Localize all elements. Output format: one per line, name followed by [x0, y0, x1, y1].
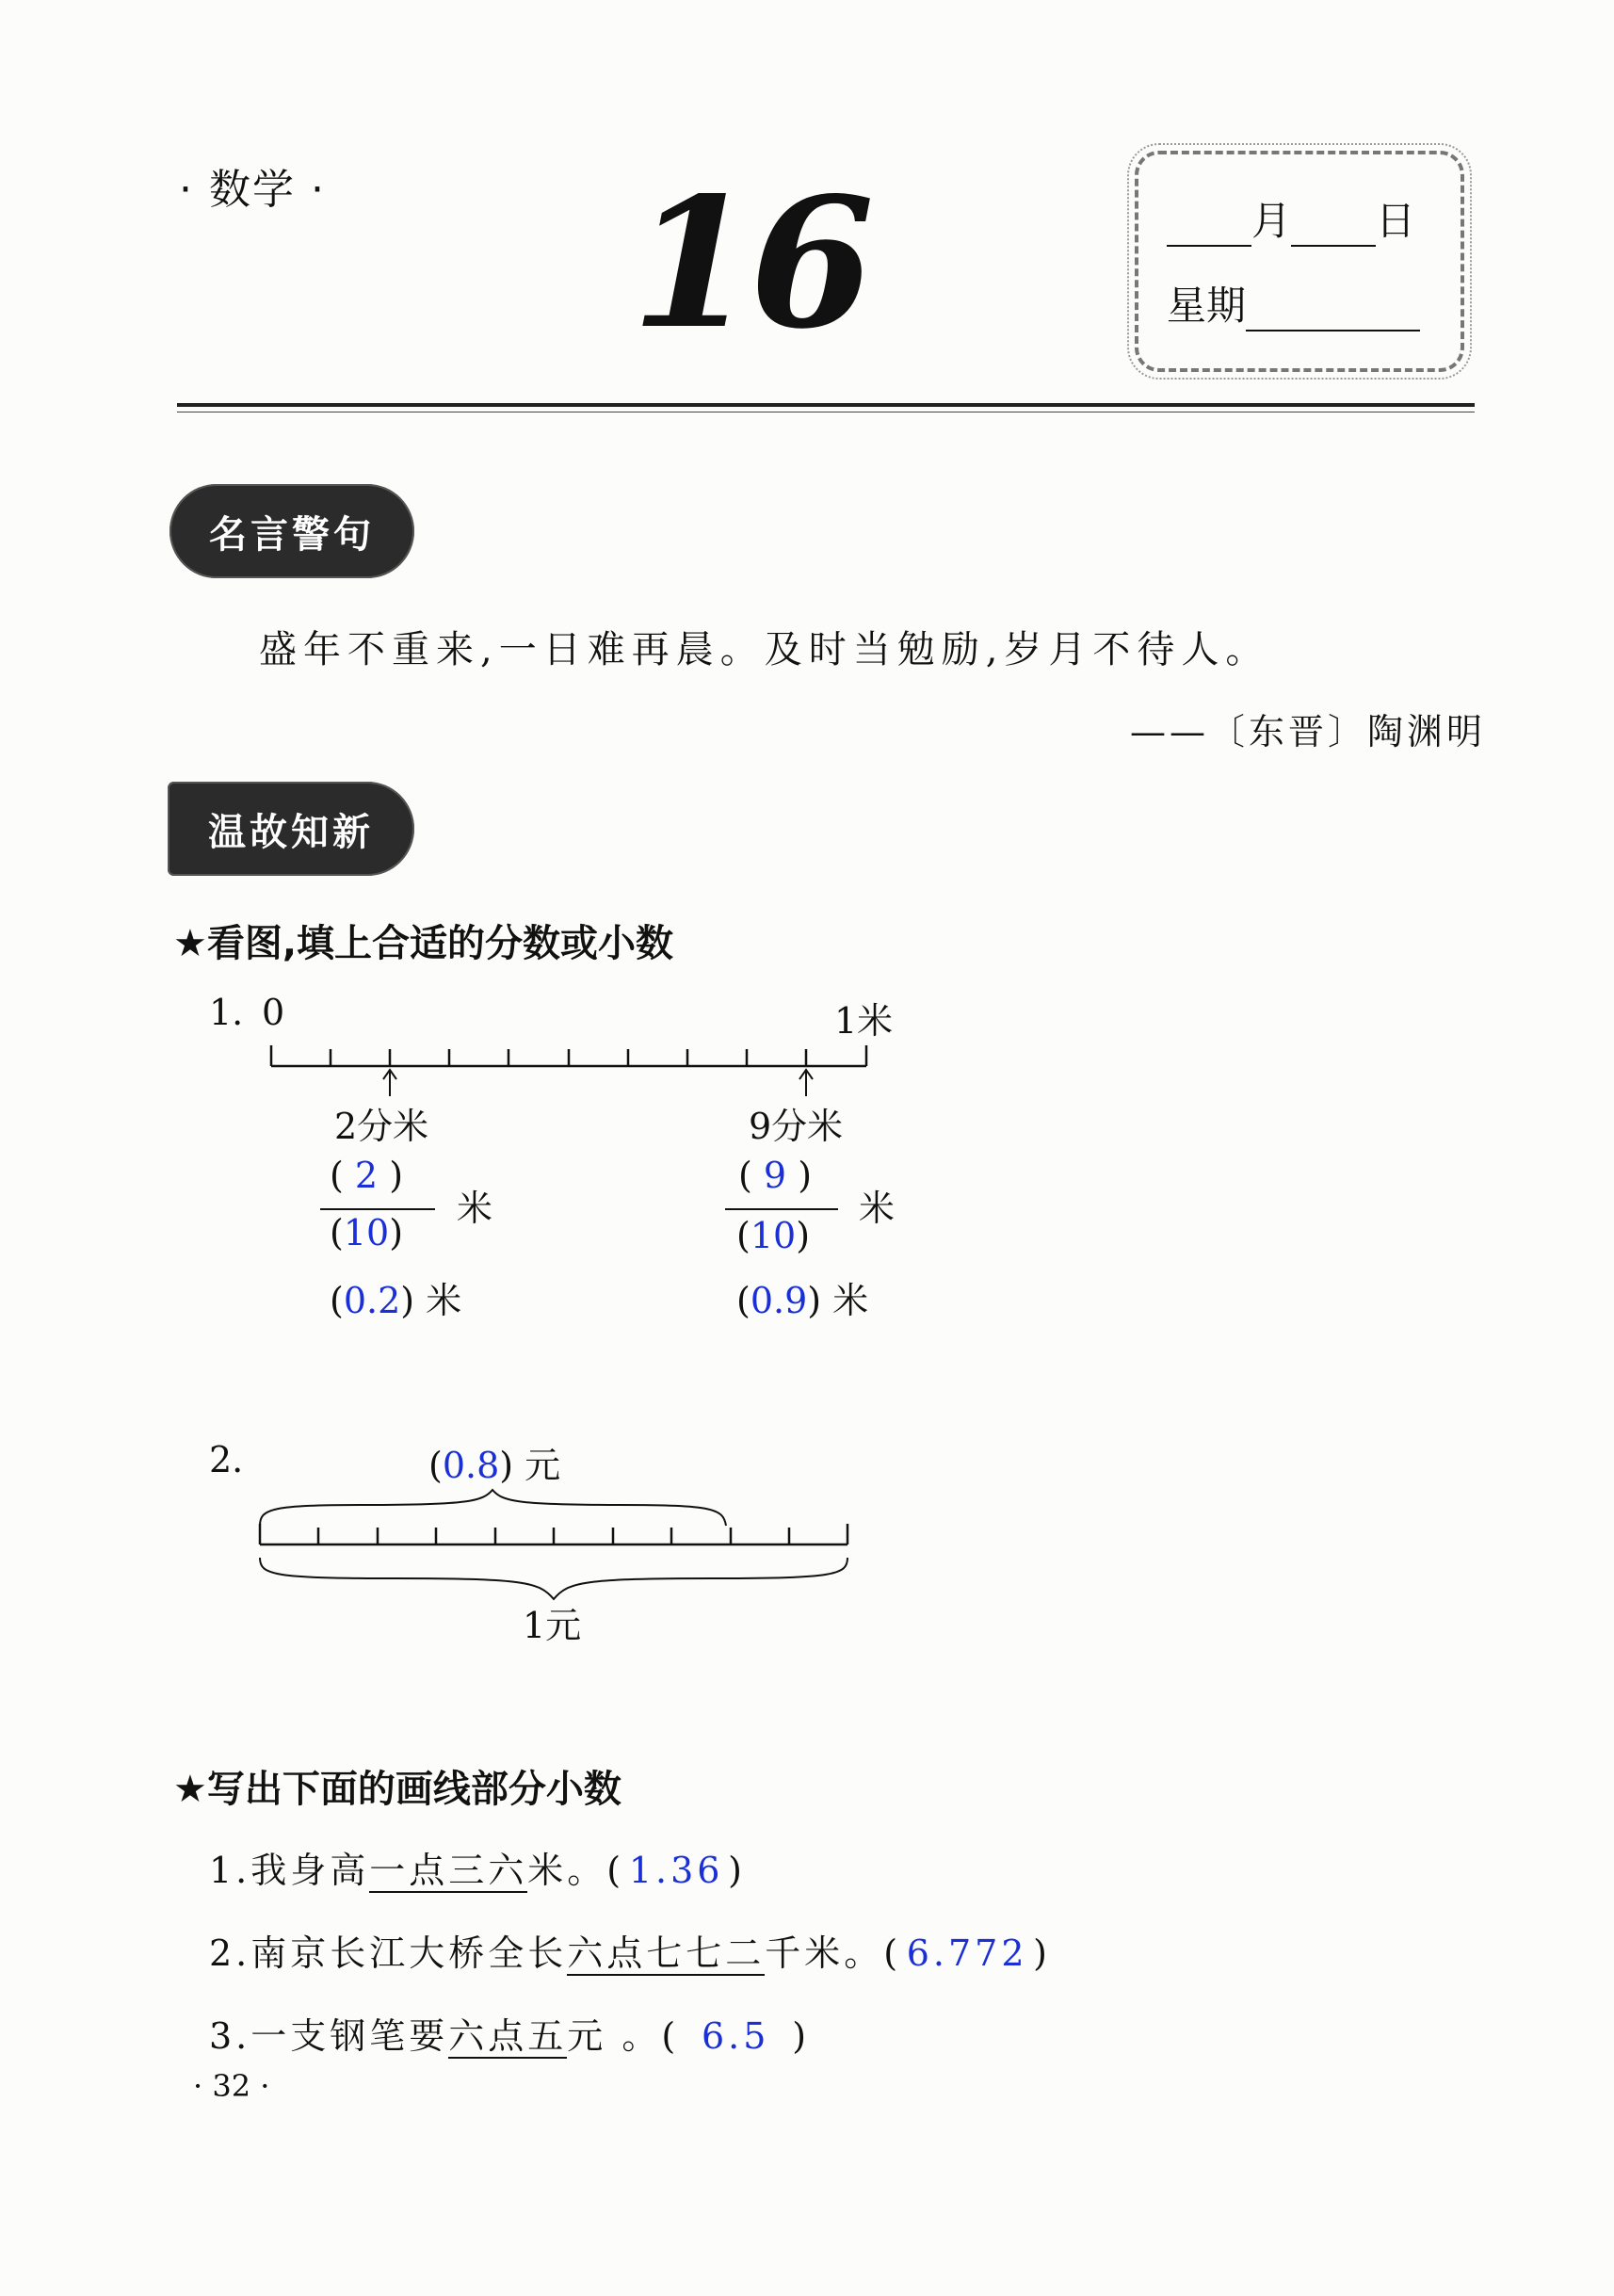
weekday-line: [1167, 275, 1420, 331]
task2-item-1: 1.我身高一点三六米。( 1.36 ): [209, 1850, 746, 1891]
q1-index: 1.: [209, 992, 244, 1033]
day-blank[interactable]: [1291, 207, 1376, 247]
lesson-number: 16: [631, 158, 869, 368]
weekday-blank[interactable]: [1246, 292, 1420, 331]
motto-quote: 盛年不重来,一日难再晨。及时当勉励,岁月不待人。: [259, 628, 1270, 671]
date-line: [1167, 190, 1415, 247]
q1-right-denominator: (10): [736, 1215, 811, 1256]
q1-left-decimal: (0.2) 米: [330, 1280, 462, 1321]
q2-index: 2.: [209, 1439, 244, 1480]
task2-heading: ★写出下面的画线部分小数: [173, 1768, 621, 1811]
task2-item-3: 3.一支钢笔要六点五元 。( 6.5 ): [209, 2015, 811, 2057]
q2-top-answer: (0.8) 元: [428, 1445, 561, 1486]
arrow-up-icon: [799, 1070, 813, 1096]
header-rule: [177, 403, 1475, 407]
q1-ticks: [271, 1045, 866, 1066]
answer-1: 1.36: [628, 1850, 724, 1891]
page-number: · 32 ·: [193, 2068, 270, 2104]
q2-bottom-brace: [260, 1558, 847, 1599]
answer-3: 6.5: [701, 2015, 770, 2057]
q1-end-label: 1米: [834, 1000, 894, 1042]
subject-label: · 数学 ·: [179, 166, 326, 214]
motto-author: ——〔东晋〕陶渊明: [1130, 711, 1487, 752]
q1-mark-left-label: 2分米: [334, 1106, 429, 1147]
arrow-up-icon: [383, 1070, 396, 1096]
q1-left-denominator: (10): [330, 1212, 404, 1253]
q1-left-fraction-bar: [320, 1208, 435, 1210]
q1-mark-right-label: 9分米: [749, 1106, 844, 1147]
q1-right-unit: 米: [859, 1188, 896, 1229]
date-box: [1135, 151, 1464, 372]
review-tag: 温故知新: [168, 782, 414, 876]
motto-tag: 名言警句: [169, 484, 414, 578]
q1-left-numerator: ( 2 ): [330, 1155, 404, 1196]
q1-left-unit: 米: [457, 1188, 493, 1229]
task1-heading: ★看图,填上合适的分数或小数: [173, 922, 674, 965]
q1-start-label: 0: [262, 992, 285, 1033]
q1-right-fraction-bar: [725, 1208, 838, 1210]
weekday-label: 星期: [1167, 283, 1247, 329]
answer-2: 6.772: [906, 1932, 1028, 1974]
q2-ticks: [260, 1524, 847, 1544]
task2-item-2: 2.南京长江大桥全长六点七七二千米。( 6.772 ): [209, 1932, 1051, 1974]
q2-bottom-label: 1元: [523, 1605, 582, 1646]
month-label: 月: [1251, 198, 1292, 244]
q1-right-decimal: (0.9) 米: [736, 1280, 869, 1321]
q2-diagram: [252, 1488, 855, 1610]
day-label: 日: [1376, 198, 1416, 244]
q1-right-numerator: ( 9 ): [738, 1155, 813, 1196]
q2-top-brace: [260, 1490, 726, 1526]
month-blank[interactable]: [1167, 207, 1251, 247]
